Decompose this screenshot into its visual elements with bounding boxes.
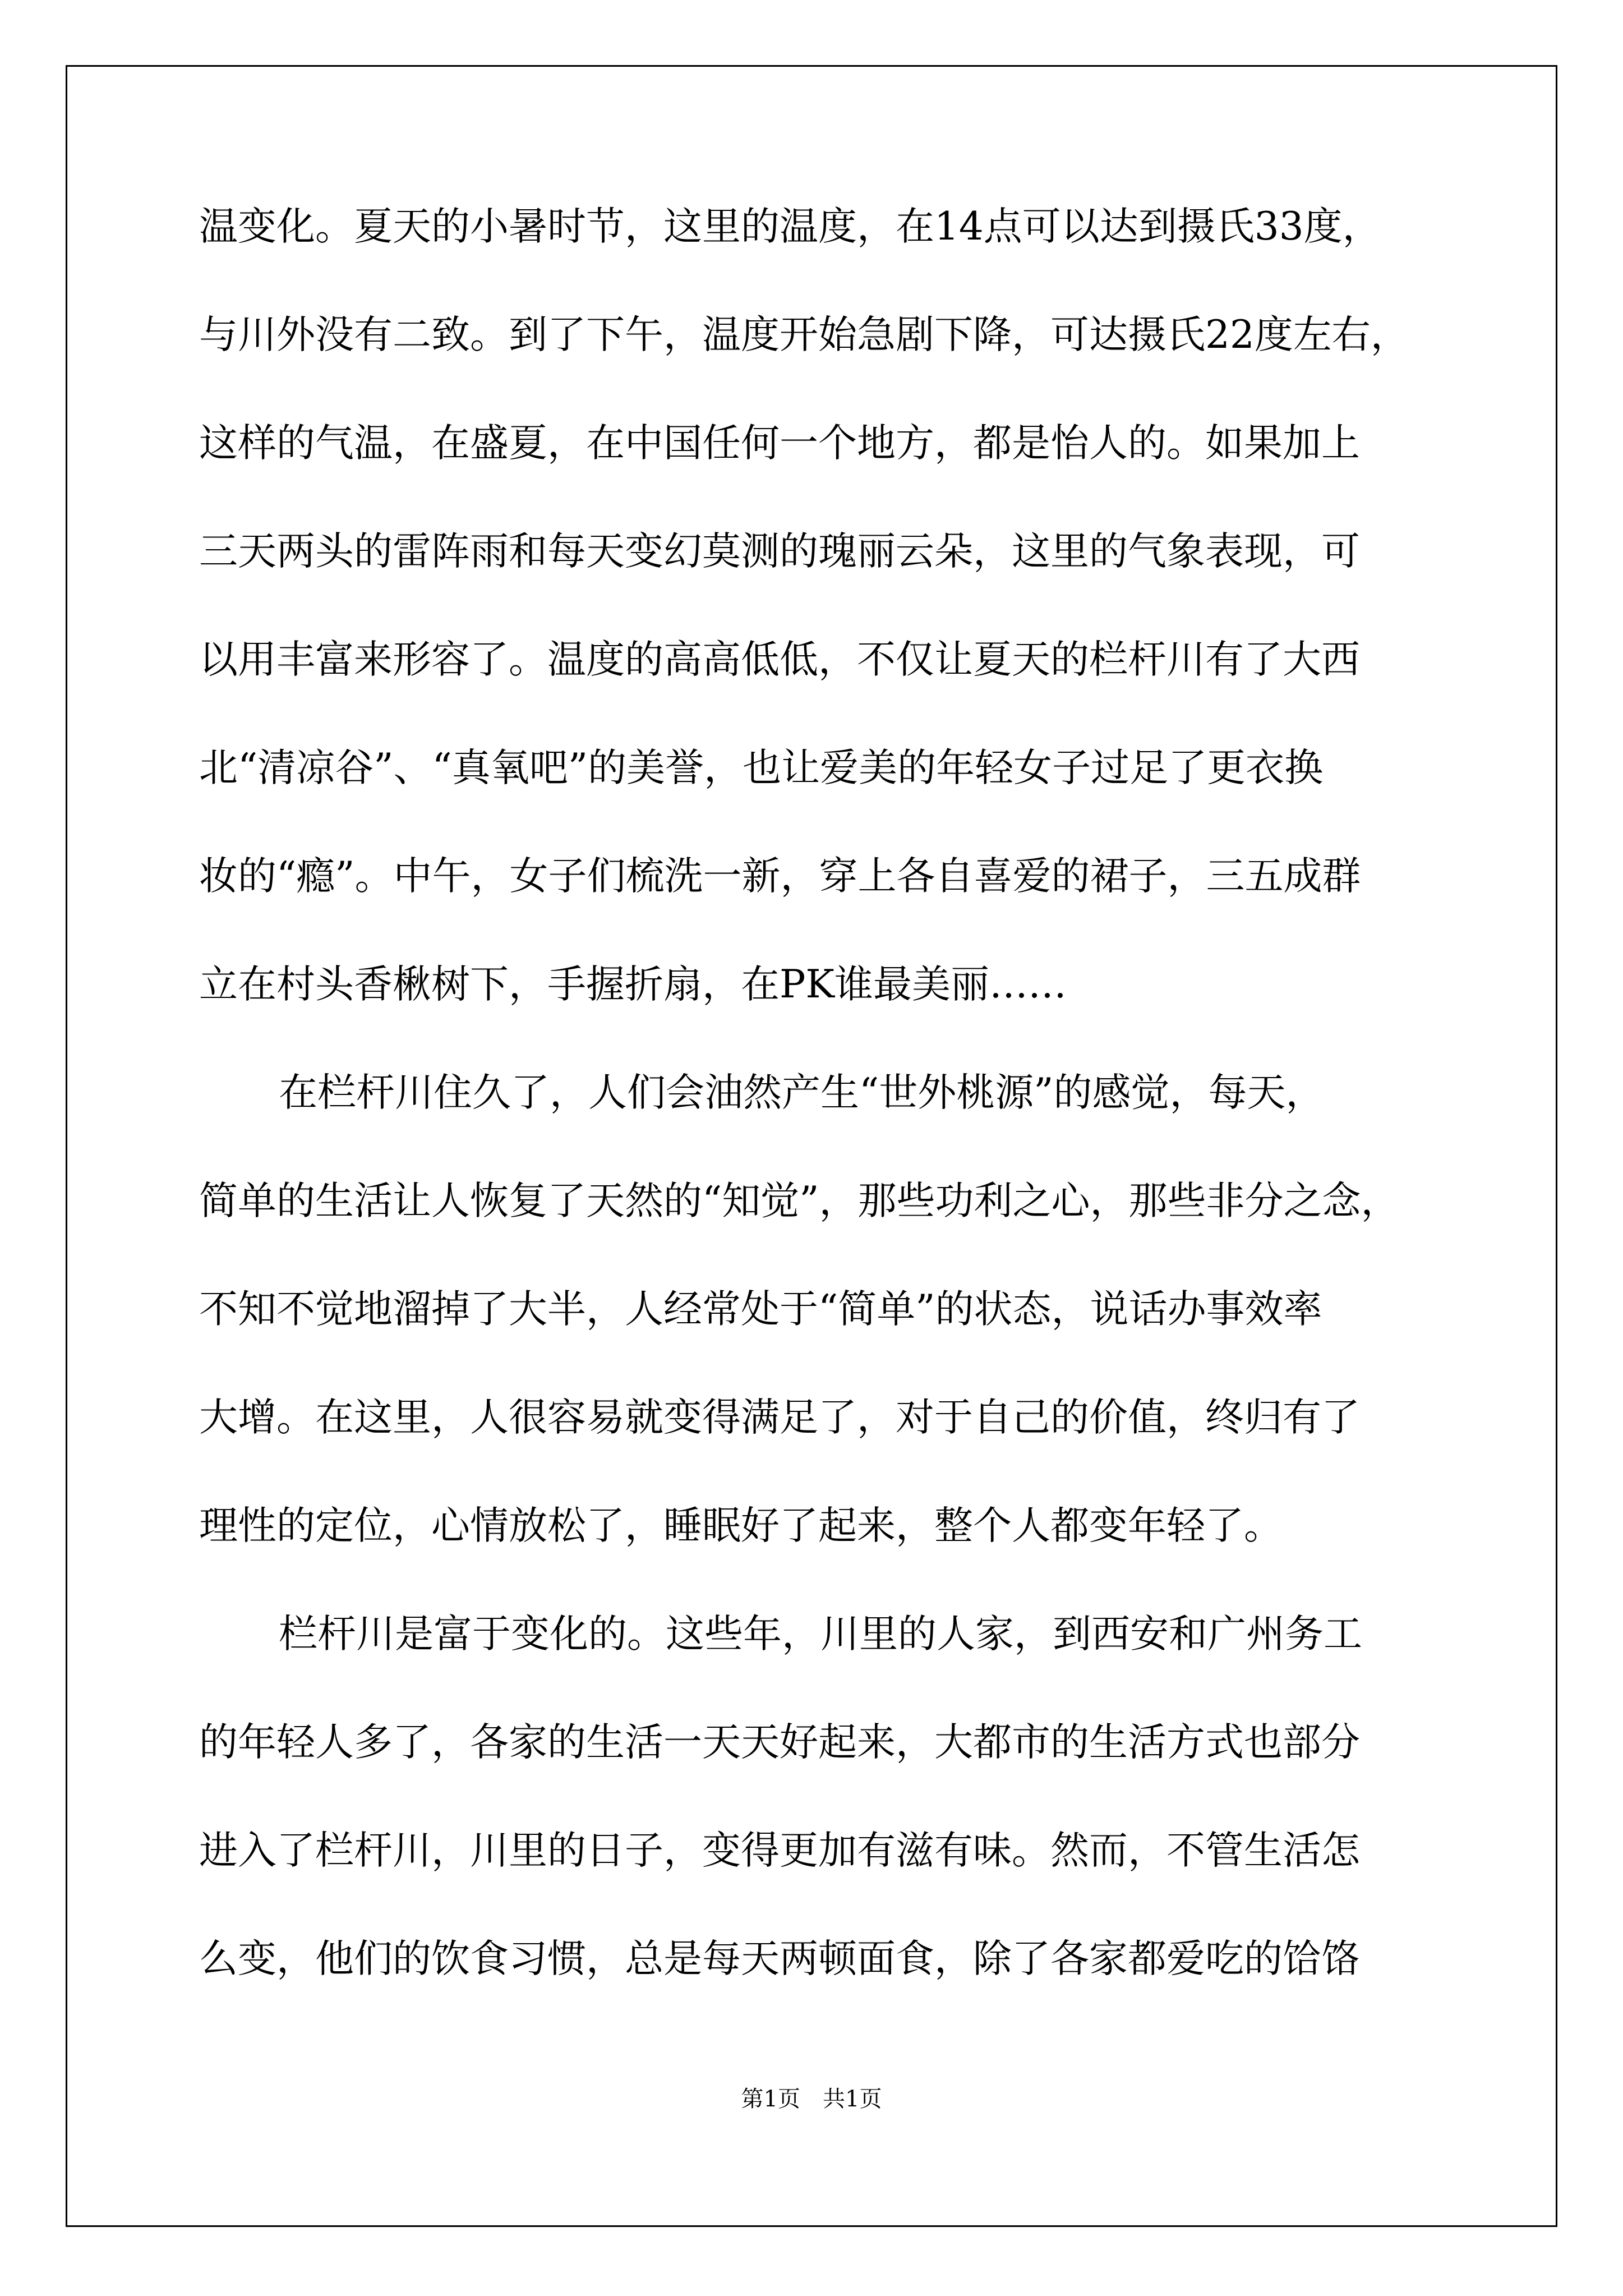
body-text-line: 温变化。夏天的小暑时节，这里的温度，在14点可以达到摄氏33度，	[199, 204, 1381, 249]
body-text-line: 与川外没有二致。到了下午，温度开始急剧下降，可达摄氏22度左右，	[199, 312, 1409, 357]
page-number-footer: 第1页 共1页	[741, 2086, 882, 2112]
body-text-line: 以用丰富来形容了。温度的高高低低，不仅让夏天的栏杆川有了大西	[199, 637, 1360, 682]
body-text-line: 三天两头的雷阵雨和每天变幻莫测的瑰丽云朵，这里的气象表现，可	[199, 529, 1360, 574]
body-text-line: 进入了栏杆川，川里的日子，变得更加有滋有味。然而，不管生活怎	[199, 1828, 1360, 1873]
paragraph-first-line: 在栏杆川住久了，人们会油然产生“世外桃源”的感觉，每天，	[279, 1070, 1325, 1115]
paragraph-first-line: 栏杆川是富于变化的。这些年，川里的人家，到西安和广州务工	[279, 1612, 1362, 1657]
body-text-line: 不知不觉地溜掉了大半，人经常处于“简单”的状态，说话办事效率	[199, 1287, 1322, 1332]
body-text-line: 这样的气温，在盛夏，在中国任何一个地方，都是怡人的。如果加上	[199, 421, 1360, 466]
body-text-line: 么变，他们的饮食习惯，总是每天两顿面食，除了各家都爱吃的饸饹	[199, 1936, 1360, 1981]
body-text-line: 妆的“瘾”。中午，女子们梳洗一新，穿上各自喜爱的裙子，三五成群	[199, 854, 1361, 899]
page-border	[66, 65, 1557, 2227]
body-text-line: 的年轻人多了，各家的生活一天天好起来，大都市的生活方式也部分	[199, 1720, 1360, 1765]
body-text-line: 简单的生活让人恢复了天然的“知觉”，那些功利之心，那些非分之念，	[199, 1179, 1400, 1223]
body-text-line: 立在村头香楸树下，手握折扇，在PK谁最美丽……	[199, 962, 1067, 1007]
body-text-line: 大增。在这里，人很容易就变得满足了，对于自己的价值，终归有了	[199, 1395, 1360, 1440]
body-text-line: 理性的定位，心情放松了，睡眠好了起来，整个人都变年轻了。	[199, 1503, 1283, 1548]
body-text-line: 北“清凉谷”、“真氧吧”的美誉，也让爱美的年轻女子过足了更衣换	[199, 746, 1324, 790]
